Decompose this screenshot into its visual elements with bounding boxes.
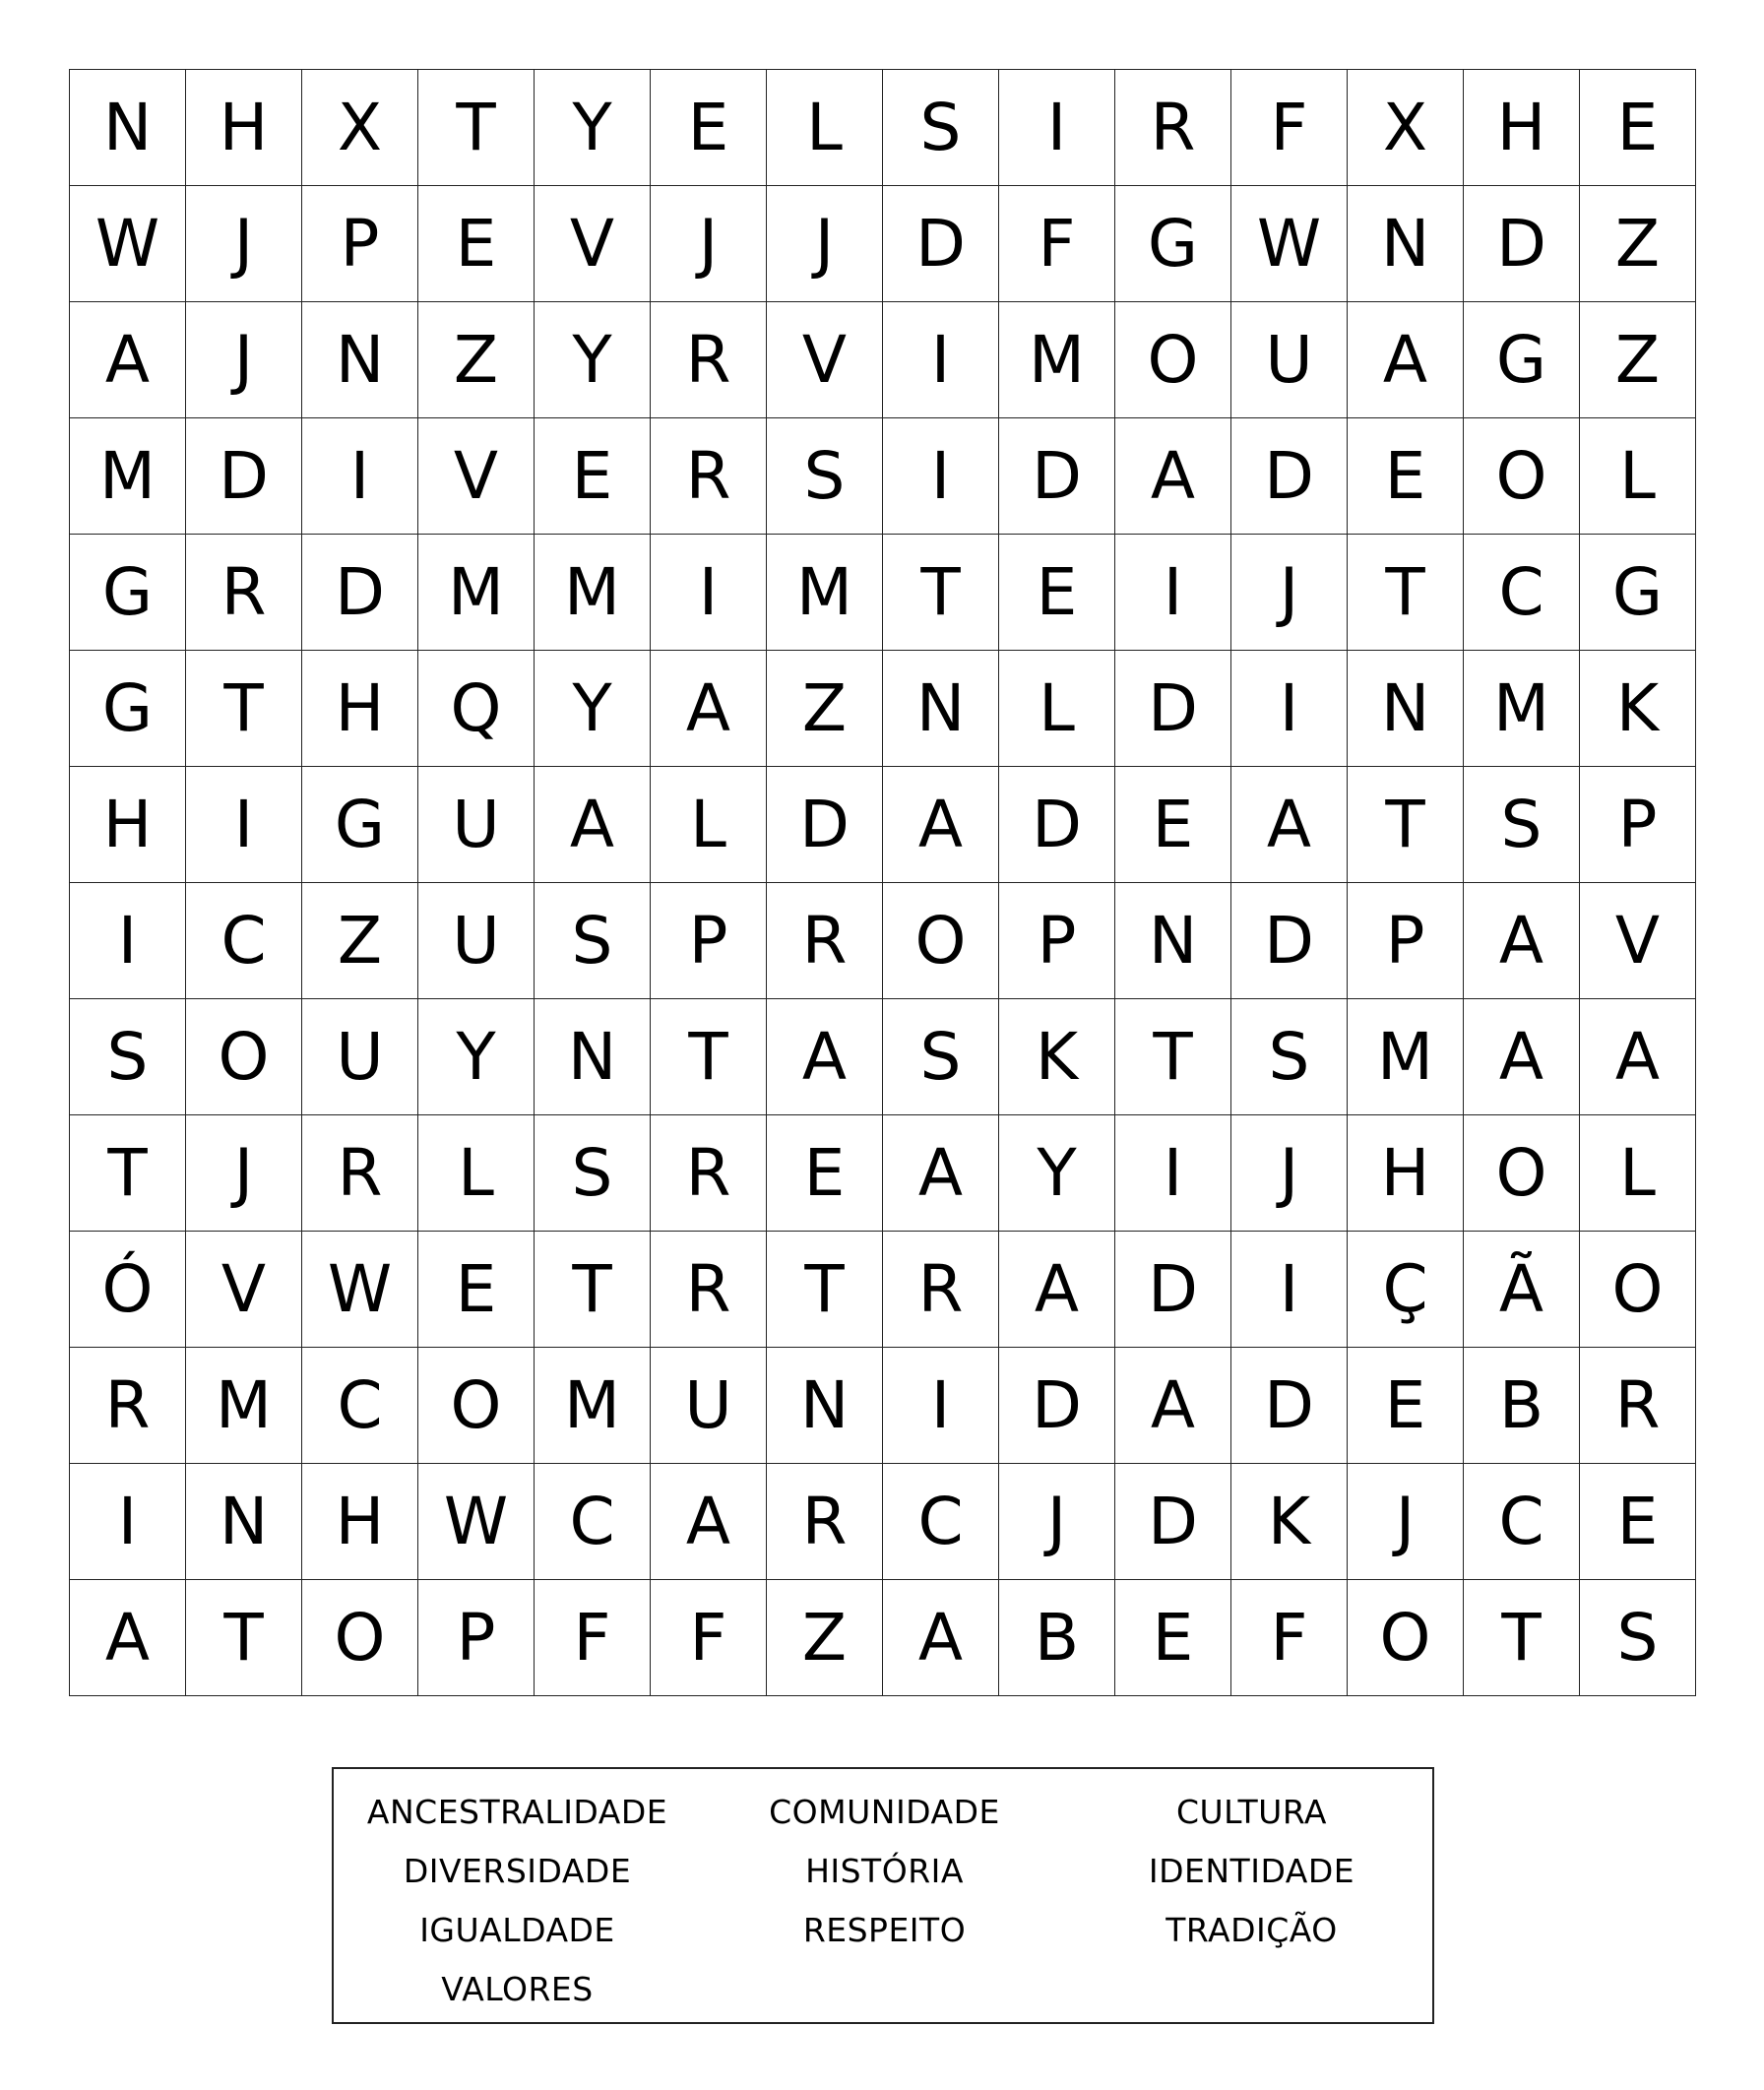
grid-cell[interactable]: T <box>186 651 302 767</box>
grid-cell[interactable]: V <box>535 186 651 302</box>
grid-cell[interactable]: O <box>186 999 302 1115</box>
grid-cell[interactable]: E <box>651 70 767 186</box>
grid-cell[interactable]: C <box>535 1464 651 1580</box>
grid-cell[interactable]: M <box>535 535 651 651</box>
grid-cell[interactable]: E <box>418 186 535 302</box>
grid-cell[interactable]: O <box>418 1348 535 1464</box>
grid-cell[interactable]: D <box>1115 1232 1231 1348</box>
grid-cell[interactable]: R <box>767 883 883 999</box>
grid-cell[interactable]: R <box>186 535 302 651</box>
grid-cell[interactable]: H <box>70 767 186 883</box>
grid-cell[interactable]: H <box>302 651 418 767</box>
grid-cell[interactable]: N <box>1348 186 1464 302</box>
grid-cell[interactable]: O <box>1115 302 1231 418</box>
word-list-item: RESPEITO <box>802 1911 967 1949</box>
grid-cell[interactable]: D <box>1464 186 1580 302</box>
grid-cell[interactable]: A <box>883 1115 999 1232</box>
grid-cell[interactable]: D <box>1115 1464 1231 1580</box>
grid-cell[interactable]: I <box>1231 651 1348 767</box>
grid-cell[interactable]: L <box>1580 1115 1696 1232</box>
grid-cell[interactable]: I <box>883 302 999 418</box>
grid-cell[interactable]: D <box>999 767 1115 883</box>
grid-cell[interactable]: S <box>767 418 883 535</box>
grid-cell[interactable]: U <box>1231 302 1348 418</box>
grid-cell[interactable]: W <box>302 1232 418 1348</box>
grid-cell[interactable]: I <box>186 767 302 883</box>
grid-cell[interactable]: N <box>535 999 651 1115</box>
word-list-item: DIVERSIDADE <box>403 1852 632 1890</box>
grid-cell[interactable]: T <box>186 1580 302 1696</box>
word-search-grid <box>69 69 1696 1696</box>
word-list-item: IGUALDADE <box>419 1911 615 1949</box>
grid-cell[interactable]: Z <box>767 1580 883 1696</box>
grid-cell[interactable]: C <box>302 1348 418 1464</box>
grid-cell[interactable]: N <box>186 1464 302 1580</box>
grid-cell[interactable]: T <box>1115 999 1231 1115</box>
grid-cell[interactable]: A <box>999 1232 1115 1348</box>
grid-cell[interactable]: E <box>1348 418 1464 535</box>
word-list-item: VALORES <box>441 1970 594 2008</box>
grid-cell[interactable]: I <box>1231 1232 1348 1348</box>
grid-cell[interactable]: Ç <box>1348 1232 1464 1348</box>
grid-cell[interactable]: I <box>883 418 999 535</box>
grid-cell[interactable]: T <box>1464 1580 1580 1696</box>
grid-cell[interactable]: M <box>70 418 186 535</box>
grid-cell[interactable]: E <box>1115 767 1231 883</box>
grid-cell[interactable]: U <box>651 1348 767 1464</box>
grid-cell[interactable]: E <box>1348 1348 1464 1464</box>
grid-cell[interactable]: V <box>767 302 883 418</box>
grid-cell[interactable]: Z <box>418 302 535 418</box>
grid-cell[interactable]: D <box>999 418 1115 535</box>
grid-cell[interactable]: F <box>999 186 1115 302</box>
grid-cell[interactable]: D <box>186 418 302 535</box>
grid-cell[interactable]: J <box>186 186 302 302</box>
grid-cell[interactable]: R <box>1115 70 1231 186</box>
grid-cell[interactable]: R <box>1580 1348 1696 1464</box>
grid-cell[interactable]: G <box>1580 535 1696 651</box>
grid-cell[interactable]: W <box>70 186 186 302</box>
grid-cell[interactable]: U <box>302 999 418 1115</box>
word-list-column <box>701 1783 1068 1960</box>
grid-cell[interactable]: Y <box>418 999 535 1115</box>
word-list-column <box>334 1783 701 2019</box>
grid-cell[interactable]: R <box>302 1115 418 1232</box>
grid-cell[interactable]: I <box>70 883 186 999</box>
grid-cell[interactable]: L <box>418 1115 535 1232</box>
grid-cell[interactable]: M <box>1348 999 1464 1115</box>
grid-cell[interactable]: D <box>1115 651 1231 767</box>
grid-cell[interactable]: N <box>70 70 186 186</box>
grid-cell[interactable]: R <box>651 1232 767 1348</box>
grid-cell[interactable]: H <box>1348 1115 1464 1232</box>
grid-cell[interactable]: I <box>302 418 418 535</box>
grid-cell[interactable]: D <box>302 535 418 651</box>
word-list-item: COMUNIDADE <box>769 1793 1000 1831</box>
grid-cell[interactable]: J <box>1348 1464 1464 1580</box>
grid-cell[interactable]: A <box>1115 1348 1231 1464</box>
grid-cell[interactable]: Q <box>418 651 535 767</box>
grid-cell[interactable]: S <box>1580 1580 1696 1696</box>
grid-cell[interactable]: A <box>535 767 651 883</box>
grid-cell[interactable]: W <box>1231 186 1348 302</box>
grid-cell[interactable]: I <box>1115 535 1231 651</box>
grid-cell[interactable]: K <box>1231 1464 1348 1580</box>
grid-cell[interactable]: M <box>418 535 535 651</box>
grid-cell[interactable]: T <box>1348 767 1464 883</box>
grid-cell[interactable]: D <box>1231 883 1348 999</box>
grid-cell[interactable]: I <box>70 1464 186 1580</box>
grid-cell[interactable]: O <box>883 883 999 999</box>
grid-cell[interactable]: H <box>186 70 302 186</box>
grid-cell[interactable]: F <box>535 1580 651 1696</box>
grid-cell[interactable]: N <box>883 651 999 767</box>
grid-cell[interactable]: N <box>767 1348 883 1464</box>
grid-cell[interactable]: E <box>1580 70 1696 186</box>
grid-cell[interactable]: X <box>1348 70 1464 186</box>
grid-cell[interactable]: D <box>883 186 999 302</box>
grid-cell[interactable]: D <box>999 1348 1115 1464</box>
grid-cell[interactable]: P <box>999 883 1115 999</box>
grid-cell[interactable]: T <box>70 1115 186 1232</box>
grid-cell[interactable]: R <box>651 1115 767 1232</box>
grid-cell[interactable]: A <box>651 1464 767 1580</box>
grid-cell[interactable]: A <box>70 302 186 418</box>
grid-cell[interactable]: F <box>651 1580 767 1696</box>
grid-cell[interactable]: Y <box>535 302 651 418</box>
grid-cell[interactable]: T <box>418 70 535 186</box>
grid-cell[interactable]: O <box>1348 1580 1464 1696</box>
grid-cell[interactable]: N <box>302 302 418 418</box>
grid-cell[interactable]: G <box>302 767 418 883</box>
grid-cell[interactable]: Z <box>1580 302 1696 418</box>
grid-cell[interactable]: M <box>186 1348 302 1464</box>
grid-cell[interactable]: B <box>1464 1348 1580 1464</box>
grid-cell[interactable]: P <box>1580 767 1696 883</box>
grid-cell[interactable]: M <box>999 302 1115 418</box>
grid-cell[interactable]: E <box>535 418 651 535</box>
grid-cell[interactable]: J <box>186 302 302 418</box>
grid-cell[interactable]: D <box>1231 1348 1348 1464</box>
grid-cell[interactable]: C <box>1464 1464 1580 1580</box>
grid-cell[interactable]: U <box>418 767 535 883</box>
grid-cell[interactable]: S <box>535 1115 651 1232</box>
grid-cell[interactable]: H <box>302 1464 418 1580</box>
grid-cell[interactable]: E <box>418 1232 535 1348</box>
grid-cell[interactable]: Z <box>1580 186 1696 302</box>
grid-cell[interactable]: L <box>767 70 883 186</box>
grid-cell[interactable]: Y <box>535 70 651 186</box>
grid-cell[interactable]: L <box>999 651 1115 767</box>
grid-cell[interactable]: J <box>651 186 767 302</box>
grid-cell[interactable]: P <box>651 883 767 999</box>
grid-cell[interactable]: I <box>1115 1115 1231 1232</box>
grid-cell[interactable]: L <box>1580 418 1696 535</box>
grid-cell[interactable]: T <box>883 535 999 651</box>
grid-cell[interactable]: P <box>418 1580 535 1696</box>
grid-cell[interactable]: S <box>535 883 651 999</box>
grid-cell[interactable]: P <box>1348 883 1464 999</box>
grid-cell[interactable]: V <box>1580 883 1696 999</box>
grid-cell[interactable]: F <box>1231 70 1348 186</box>
grid-cell[interactable]: K <box>999 999 1115 1115</box>
grid-cell[interactable]: P <box>302 186 418 302</box>
grid-cell[interactable]: K <box>1580 651 1696 767</box>
grid-cell[interactable]: U <box>418 883 535 999</box>
grid-cell[interactable]: V <box>418 418 535 535</box>
grid-cell[interactable]: Y <box>535 651 651 767</box>
grid-cell[interactable]: G <box>1464 302 1580 418</box>
grid-cell[interactable]: D <box>1231 418 1348 535</box>
grid-cell[interactable]: E <box>767 1115 883 1232</box>
grid-cell[interactable]: T <box>1348 535 1464 651</box>
grid-cell[interactable]: R <box>767 1464 883 1580</box>
grid-cell[interactable]: M <box>767 535 883 651</box>
grid-cell[interactable]: Ó <box>70 1232 186 1348</box>
grid-cell[interactable]: E <box>1115 1580 1231 1696</box>
grid-cell[interactable]: A <box>1348 302 1464 418</box>
grid-cell[interactable]: R <box>651 302 767 418</box>
grid-cell[interactable]: J <box>1231 535 1348 651</box>
grid-cell[interactable]: X <box>302 70 418 186</box>
grid-cell[interactable]: S <box>883 70 999 186</box>
grid-cell[interactable]: R <box>70 1348 186 1464</box>
grid-cell[interactable]: L <box>651 767 767 883</box>
grid-cell[interactable]: T <box>651 999 767 1115</box>
word-list-item: TRADIÇÃO <box>1166 1911 1338 1949</box>
grid-cell[interactable]: A <box>1115 418 1231 535</box>
grid-cell[interactable]: E <box>999 535 1115 651</box>
grid-cell[interactable]: O <box>1464 418 1580 535</box>
grid-cell[interactable]: I <box>651 535 767 651</box>
grid-cell[interactable]: S <box>883 999 999 1115</box>
grid-cell[interactable]: B <box>999 1580 1115 1696</box>
grid-cell[interactable]: G <box>1115 186 1231 302</box>
word-list-item: IDENTIDADE <box>1148 1852 1355 1890</box>
grid-cell[interactable]: G <box>70 535 186 651</box>
grid-cell[interactable]: A <box>70 1580 186 1696</box>
grid-cell[interactable]: A <box>1580 999 1696 1115</box>
grid-cell[interactable]: D <box>767 767 883 883</box>
grid-cell[interactable]: T <box>767 1232 883 1348</box>
grid-cell[interactable]: M <box>535 1348 651 1464</box>
grid-cell[interactable]: O <box>1464 1115 1580 1232</box>
grid-cell[interactable]: N <box>1115 883 1231 999</box>
grid-cell[interactable]: C <box>1464 535 1580 651</box>
grid-cell[interactable]: E <box>1580 1464 1696 1580</box>
grid-cell[interactable]: A <box>1231 767 1348 883</box>
grid-cell[interactable]: N <box>1348 651 1464 767</box>
grid-cell[interactable]: Y <box>999 1115 1115 1232</box>
grid-cell[interactable]: R <box>651 418 767 535</box>
grid-cell[interactable]: J <box>1231 1115 1348 1232</box>
grid-cell[interactable]: A <box>651 651 767 767</box>
grid-cell[interactable]: S <box>1231 999 1348 1115</box>
word-list-box <box>332 1767 1434 2024</box>
word-list-item: CULTURA <box>1175 1793 1327 1831</box>
grid-cell[interactable]: S <box>70 999 186 1115</box>
grid-cell[interactable]: F <box>1231 1580 1348 1696</box>
word-list-column <box>1068 1783 1435 1960</box>
grid-cell[interactable]: C <box>883 1464 999 1580</box>
grid-cell[interactable]: A <box>1464 883 1580 999</box>
word-list-item: ANCESTRALIDADE <box>366 1793 668 1831</box>
grid-cell[interactable]: J <box>186 1115 302 1232</box>
grid-cell[interactable]: W <box>418 1464 535 1580</box>
grid-cell[interactable]: Z <box>302 883 418 999</box>
grid-cell[interactable]: S <box>1464 767 1580 883</box>
grid-cell[interactable]: A <box>1464 999 1580 1115</box>
grid-cell[interactable]: I <box>999 70 1115 186</box>
grid-cell[interactable]: R <box>883 1232 999 1348</box>
grid-cell[interactable]: A <box>767 999 883 1115</box>
grid-cell[interactable]: J <box>999 1464 1115 1580</box>
grid-cell[interactable]: C <box>186 883 302 999</box>
grid-cell[interactable]: M <box>1464 651 1580 767</box>
grid-cell[interactable]: O <box>1580 1232 1696 1348</box>
grid-cell[interactable]: G <box>70 651 186 767</box>
grid-cell[interactable]: V <box>186 1232 302 1348</box>
grid-cell[interactable]: Ã <box>1464 1232 1580 1348</box>
grid-cell[interactable]: T <box>535 1232 651 1348</box>
grid-cell[interactable]: H <box>1464 70 1580 186</box>
word-list-item: HISTÓRIA <box>805 1852 964 1890</box>
grid-cell[interactable]: A <box>883 1580 999 1696</box>
grid-cell[interactable]: O <box>302 1580 418 1696</box>
grid-cell[interactable]: J <box>767 186 883 302</box>
grid-cell[interactable]: Z <box>767 651 883 767</box>
grid-cell[interactable]: A <box>883 767 999 883</box>
grid-cell[interactable]: I <box>883 1348 999 1464</box>
